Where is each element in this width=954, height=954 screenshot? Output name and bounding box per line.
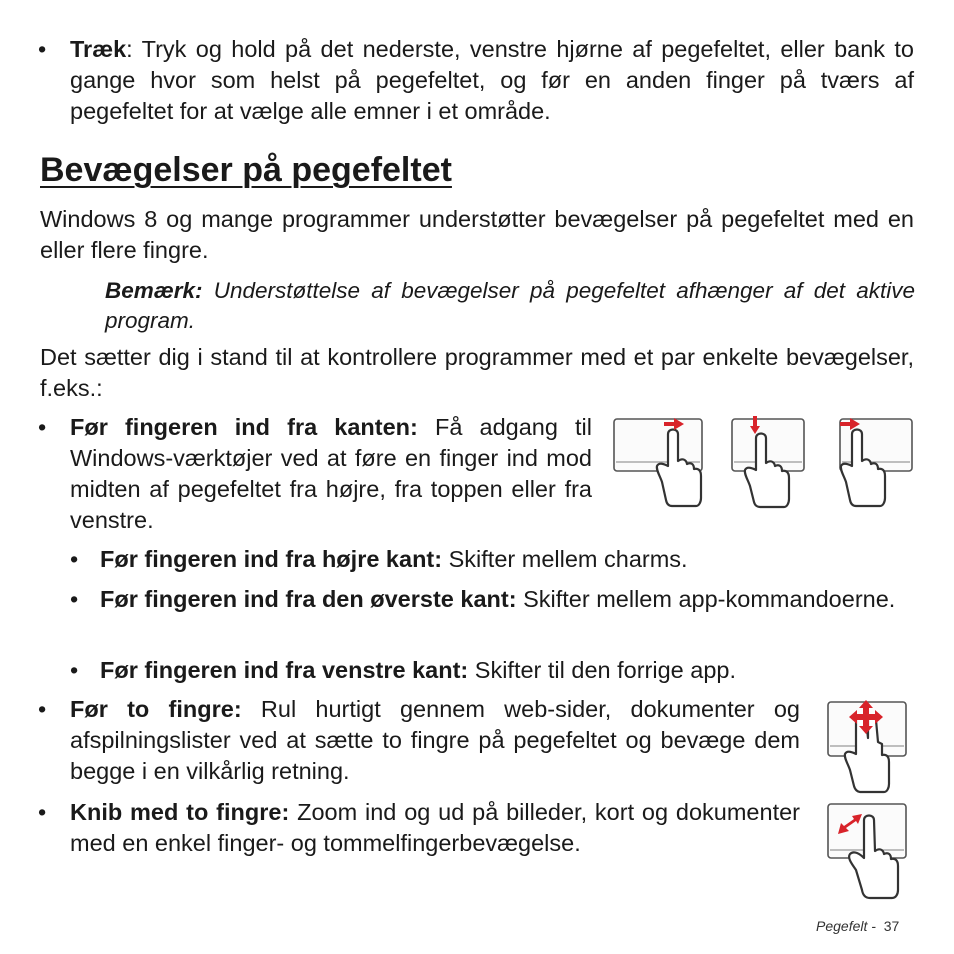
bullet-term: Før to fingre: (70, 696, 242, 722)
sub-bullet-term: Før fingeren ind fra højre kant: (100, 546, 443, 572)
page-heading: Bevægelser på pegefeltet (40, 151, 452, 189)
note (105, 276, 915, 336)
bullet-text: Rul hurtigt gennem web-sider, dokumenter og afspilningslister ved at sætte to fingre på pegefeltet og bevæge dem begge i en vilkårlig retning. (70, 696, 801, 784)
sub-bullet-marker: • (70, 657, 79, 683)
bullet-marker: • (38, 696, 47, 722)
bullet-two-finger-scroll (70, 694, 800, 787)
bullet-marker: • (38, 36, 47, 62)
swipe-from-top-icon (732, 416, 804, 507)
bullet-marker: • (38, 414, 47, 440)
sub-bullet-term: Før fingeren ind fra den øverste kant: (100, 586, 517, 612)
edge-swipe-illustrations (612, 414, 922, 514)
two-finger-scroll-icon (826, 698, 910, 798)
swipe-from-right-icon (614, 418, 702, 506)
bullet-text: Zoom ind og ud på billeder, kort og dokumenter med en enkel finger- og tommelfingerbevægelse. (70, 799, 800, 856)
pinch-zoom-icon (826, 800, 910, 904)
page-footer (816, 918, 899, 934)
sub-bullet-left-edge (100, 655, 914, 686)
footer-section: Pegefelt - (816, 918, 876, 934)
intro-bullet (70, 34, 914, 127)
sub-bullet-right-edge (100, 544, 914, 575)
note-label: Bemærk: (105, 278, 203, 303)
intro-term: Træk (70, 36, 127, 62)
gestures-paragraph: Det sætter dig i stand til at kontrollere programmer med et par enkelte bevægelser, f.eks.: (40, 344, 914, 401)
bullet-term: Før fingeren ind fra kanten: (70, 414, 418, 440)
bullet-text: Få adgang til Windows-værktøjer ved at føre en finger ind mod midten af pegefeltet fra højre, fra toppen eller fra venstre. (70, 414, 593, 533)
bullet-term: Knib med to fingre: (70, 799, 290, 825)
bullet-pinch (70, 797, 800, 859)
sub-bullet-text: Skifter mellem app-kommandoerne. (516, 586, 896, 612)
note-text: Understøttelse af bevægelser på pegefeltet afhænger af det aktive program. (105, 278, 915, 333)
page-number: 37 (883, 918, 900, 934)
sub-bullet-text: Skifter mellem charms. (442, 546, 688, 572)
sub-bullet-marker: • (70, 586, 79, 612)
sub-bullet-marker: • (70, 546, 79, 572)
bullet-marker: • (38, 799, 47, 825)
bullet-edge-swipe (70, 412, 592, 536)
swipe-from-left-icon (840, 418, 912, 506)
sub-bullet-text: Skifter til den forrige app. (468, 657, 737, 683)
sub-bullet-top-edge (100, 584, 914, 615)
intro-paragraph: Windows 8 og mange programmer understøtter bevægelser på pegefeltet med en eller flere fingre. (40, 206, 914, 263)
sub-bullet-term: Før fingeren ind fra venstre kant: (100, 657, 469, 683)
intro-text: : Tryk og hold på det nederste, venstre hjørne af pegefeltet, eller bank to gange hvor som helst på pegefeltet, og før en anden finger på tværs af pegefeltet for at vælge alle emner i et område. (70, 36, 914, 124)
